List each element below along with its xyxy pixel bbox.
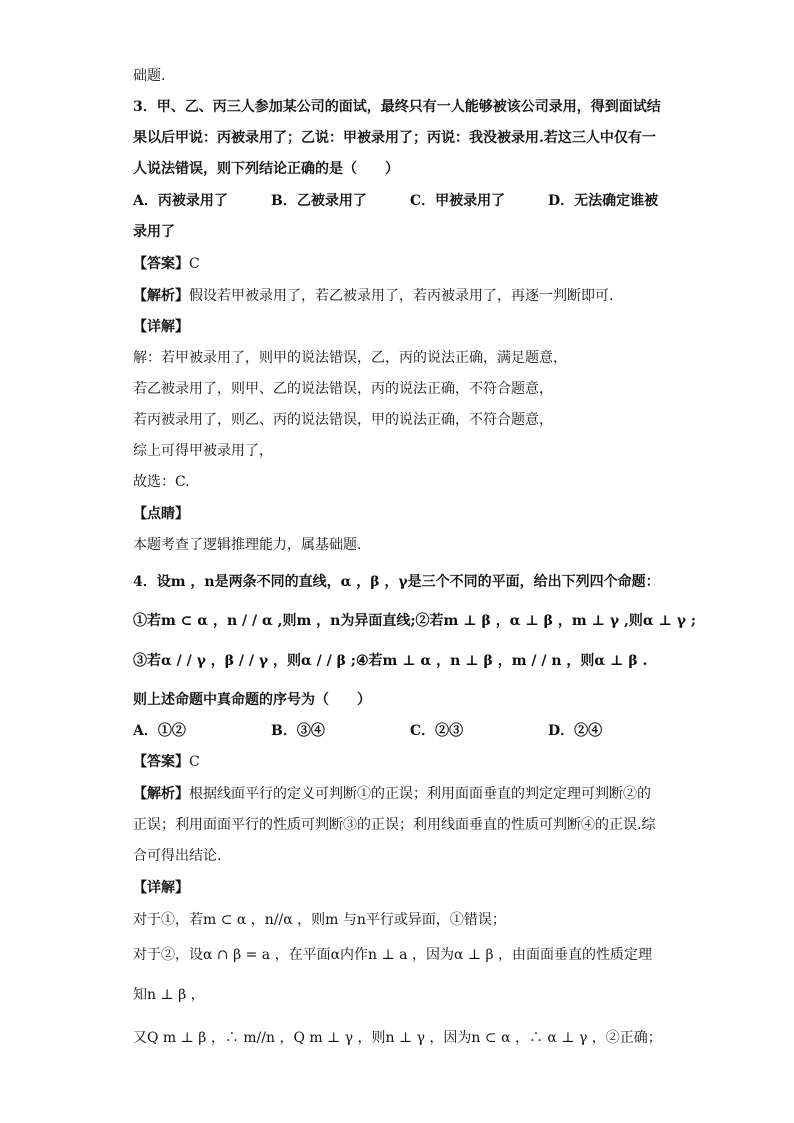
question-4-proposition: ③若α / / γ ，β / / γ ，则α / / β ;④若m ⊥ α ，n ⊥ β ，m / / n ，则α ⊥ β . bbox=[133, 653, 648, 669]
text-line: 又Q m ⊥ β ，∴ m//n ，Q m ⊥ γ ，则n ⊥ γ ，因为n ⊂ α ，∴ α ⊥ γ ，②正确； bbox=[133, 1030, 662, 1046]
detail-tag: 【详解】 bbox=[133, 880, 189, 896]
q4-option-a: A．①② bbox=[133, 723, 186, 739]
text-line: 础题． bbox=[133, 68, 175, 84]
q3-option-a: A．丙被录用了 bbox=[133, 193, 228, 209]
text-line: 解：若甲被录用了，则甲的说法错误，乙，丙的说法正确，满足题意， bbox=[133, 350, 567, 366]
analysis-text: 假设若甲被录用了，若乙被录用了，若丙被录用了，再逐一判断即可. bbox=[189, 288, 614, 304]
analysis-text: 根据线面平行的定义可判断①的正误；利用面面垂直的判定定理可判断②的 bbox=[189, 786, 651, 802]
q4-option-b: B．③④ bbox=[271, 723, 325, 739]
answer-value: C bbox=[189, 256, 200, 272]
question-4-stem: 4．设m ，n是两条不同的直线，α ，β ，γ是三个不同的平面，给出下列四个命题： bbox=[133, 574, 660, 590]
answer-value: C bbox=[189, 754, 200, 770]
text-line: 综上可得甲被录用了， bbox=[133, 443, 273, 459]
q4-option-c: C．②③ bbox=[410, 723, 464, 739]
question-3-stem: 3．甲、乙、丙三人参加某公司的面试，最终只有一人能够被该公司录用，得到面试结 bbox=[133, 99, 661, 115]
analysis-tag: 【解析】 bbox=[133, 786, 189, 802]
q3-option-c: C．甲被录用了 bbox=[410, 193, 506, 209]
text-line: 对于②，设α ∩ β = a ，在平面α内作n ⊥ a ，因为α ⊥ β ，由面面垂直的性质定理 bbox=[133, 947, 653, 963]
answer-tag: 【答案】 bbox=[133, 256, 189, 272]
question-3-stem: 果以后甲说：丙被录用了；乙说：甲被录用了；丙说：我没被录用.若这三人中仅有一 bbox=[133, 130, 656, 146]
analysis-line bbox=[133, 784, 651, 804]
text-line: 若乙被录用了，则甲、乙的说法错误，丙的说法正确，不符合题意， bbox=[133, 381, 553, 397]
q3-option-d: D．无法确定谁被 bbox=[548, 193, 659, 209]
text-line: 知n ⊥ β ， bbox=[133, 987, 205, 1003]
question-4-stem: 则上述命题中真命题的序号为（ ） bbox=[133, 692, 371, 708]
answer-line bbox=[133, 752, 200, 772]
text-line: 若丙被录用了，则乙、丙的说法错误，甲的说法正确，不符合题意， bbox=[133, 412, 553, 428]
text-line: 正误；利用面面平行的性质可判断③的正误；利用线面垂直的性质可判断④的正误.综 bbox=[133, 817, 656, 833]
analysis-tag: 【解析】 bbox=[133, 288, 189, 304]
q3-option-d-cont: 录用了 bbox=[133, 224, 175, 240]
question-3-stem: 人说法错误，则下列结论正确的是（ ） bbox=[133, 161, 399, 177]
question-4-proposition: ①若m ⊂ α ，n / / α ,则m ，n为异面直线;②若m ⊥ β ，α ⊥ β ，m ⊥ γ ,则α ⊥ γ ; bbox=[133, 613, 697, 629]
comment-tag: 【点睛】 bbox=[133, 506, 189, 522]
analysis-line bbox=[133, 286, 613, 306]
answer-line bbox=[133, 254, 200, 274]
text-line: 本题考查了逻辑推理能力，属基础题. bbox=[133, 537, 362, 553]
text-line: 故选：C. bbox=[133, 474, 190, 490]
detail-tag: 【详解】 bbox=[133, 319, 189, 335]
text-line: 合可得出结论. bbox=[133, 848, 222, 864]
text-line: 对于①，若m ⊂ α ，n//α ，则m 与n平行或异面，①错误； bbox=[133, 912, 506, 928]
q4-option-d: D．②④ bbox=[548, 723, 603, 739]
answer-tag: 【答案】 bbox=[133, 754, 189, 770]
q3-option-b: B．乙被录用了 bbox=[271, 193, 367, 209]
